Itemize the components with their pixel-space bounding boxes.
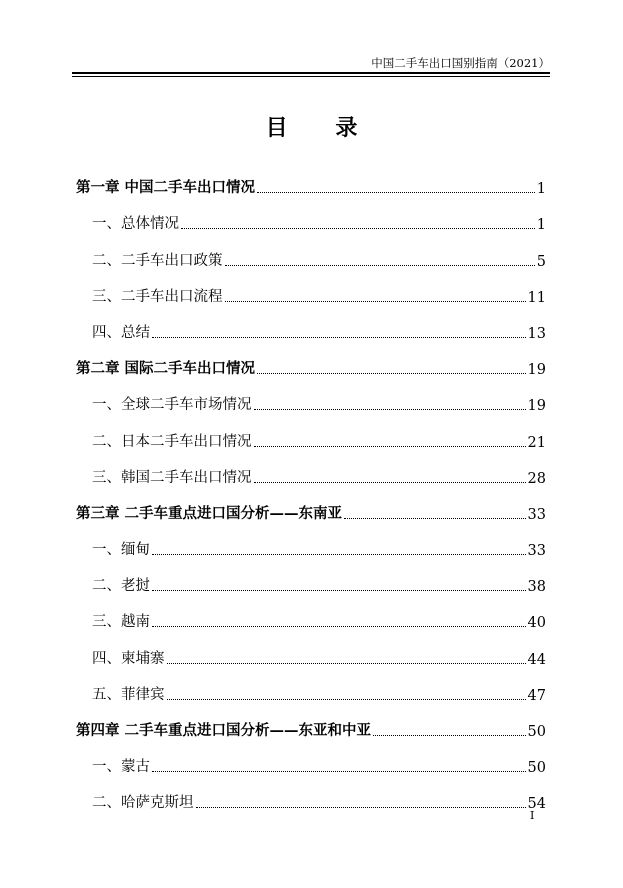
toc-entry-label: 四、柬埔寨 xyxy=(92,650,165,667)
toc-entry[interactable] xyxy=(76,307,546,343)
dot-leader xyxy=(152,554,526,555)
table-of-contents xyxy=(76,162,546,813)
toc-entry-label: 二、二手车出口政策 xyxy=(92,252,223,269)
toc-entry[interactable] xyxy=(76,777,546,813)
toc-entry-page: 54 xyxy=(527,796,546,813)
page-title: 目 录 xyxy=(265,115,378,141)
toc-entry-label: 第一章 中国二手车出口情况 xyxy=(76,179,256,197)
toc-entry-page: 33 xyxy=(527,543,546,560)
toc-entry[interactable] xyxy=(76,452,546,488)
toc-entry-label: 三、韩国二手车出口情况 xyxy=(92,469,252,486)
toc-entry-chapter-3[interactable] xyxy=(76,488,546,524)
toc-entry-page: 1 xyxy=(536,217,546,234)
toc-entry-page: 11 xyxy=(527,289,546,306)
toc-entry[interactable] xyxy=(76,596,546,632)
dot-leader xyxy=(254,409,526,410)
dot-leader xyxy=(152,590,526,591)
toc-entry-page: 38 xyxy=(527,579,546,596)
toc-entry-page: 50 xyxy=(527,724,546,740)
dot-leader xyxy=(225,265,535,266)
toc-entry-page: 13 xyxy=(527,325,546,342)
dot-leader xyxy=(152,337,526,338)
page-number: I xyxy=(530,809,535,822)
header-rule-thin xyxy=(72,76,550,77)
toc-entry-label: 一、总体情况 xyxy=(92,216,179,233)
dot-leader xyxy=(373,735,526,736)
header-rule-thick xyxy=(72,72,550,74)
toc-entry-page: 5 xyxy=(536,253,546,270)
dot-leader xyxy=(181,228,535,229)
toc-entry[interactable] xyxy=(76,379,546,415)
dot-leader xyxy=(257,373,525,374)
toc-entry[interactable] xyxy=(76,271,546,307)
toc-entry-label: 第二章 国际二手车出口情况 xyxy=(76,360,256,378)
toc-entry[interactable] xyxy=(76,234,546,270)
toc-entry-label: 二、哈萨克斯坦 xyxy=(92,795,194,812)
toc-entry-page: 47 xyxy=(527,687,546,704)
toc-entry-label: 一、全球二手车市场情况 xyxy=(92,397,252,414)
toc-entry-label: 第四章 二手车重点进口国分析——东亚和中亚 xyxy=(76,722,372,739)
toc-entry[interactable] xyxy=(76,669,546,705)
toc-entry[interactable] xyxy=(76,415,546,451)
toc-entry-label: 二、日本二手车出口情况 xyxy=(92,433,252,450)
toc-entry[interactable] xyxy=(76,198,546,234)
toc-entry[interactable] xyxy=(76,741,546,777)
toc-entry[interactable] xyxy=(76,560,546,596)
toc-entry[interactable] xyxy=(76,524,546,560)
dot-leader xyxy=(167,699,526,700)
toc-entry-page: 19 xyxy=(527,398,546,415)
toc-entry-page: 21 xyxy=(527,434,546,451)
toc-entry-label: 五、菲律宾 xyxy=(92,686,165,703)
dot-leader xyxy=(167,663,526,664)
dot-leader xyxy=(254,446,526,447)
dot-leader xyxy=(344,518,526,519)
toc-entry-label: 第三章 二手车重点进口国分析——东南亚 xyxy=(76,504,343,522)
dot-leader xyxy=(257,192,535,193)
toc-entry-page: 19 xyxy=(527,362,546,379)
running-header: 中国二手车出口国别指南（2021） xyxy=(371,56,550,70)
toc-entry[interactable] xyxy=(76,632,546,668)
toc-entry-chapter-4[interactable] xyxy=(76,705,546,741)
toc-entry-page: 33 xyxy=(527,506,546,523)
toc-entry-label: 一、缅甸 xyxy=(92,542,150,559)
toc-entry-page: 40 xyxy=(527,615,546,632)
toc-entry-label: 四、总结 xyxy=(92,324,150,341)
dot-leader xyxy=(152,626,526,627)
toc-entry-page: 28 xyxy=(527,470,546,487)
toc-entry-label: 二、老挝 xyxy=(92,578,150,595)
toc-entry-label: 三、越南 xyxy=(92,614,150,631)
toc-entry-label: 一、蒙古 xyxy=(92,759,150,776)
toc-entry-chapter-1[interactable] xyxy=(76,162,546,198)
dot-leader xyxy=(225,301,526,302)
toc-entry-label: 三、二手车出口流程 xyxy=(92,288,223,305)
dot-leader xyxy=(196,807,526,808)
toc-entry-page: 44 xyxy=(527,651,546,668)
toc-entry-page: 1 xyxy=(536,181,546,198)
toc-entry-page: 50 xyxy=(527,760,546,777)
dot-leader xyxy=(152,771,526,772)
dot-leader xyxy=(254,482,526,483)
toc-entry-chapter-2[interactable] xyxy=(76,343,546,379)
